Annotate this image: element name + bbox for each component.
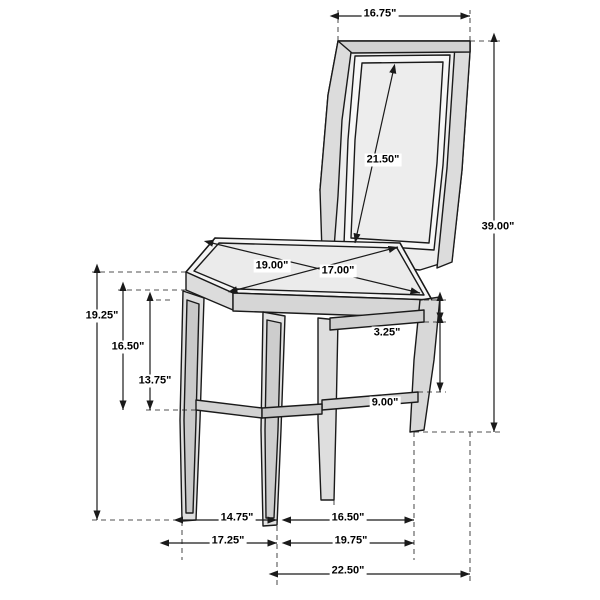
dimension-label-front-leg-span: 14.75" bbox=[220, 511, 254, 524]
dimension-label-mid-span: 17.25" bbox=[211, 534, 245, 547]
chair-stretcher-left bbox=[196, 400, 262, 418]
dimension-label-rail-height: 9.00" bbox=[371, 396, 399, 409]
dimension-label-overall-height: 39.00" bbox=[481, 220, 515, 233]
dimension-label-stretcher-height: 13.75" bbox=[138, 374, 172, 387]
dimension-label-seat-front-height: 16.50" bbox=[111, 340, 145, 353]
dimension-label-seat-width: 19.00" bbox=[255, 259, 289, 272]
dimension-label-overall-depth: 22.50" bbox=[331, 564, 365, 577]
dimension-label-apron-depth: 3.25" bbox=[373, 326, 401, 339]
dimension-label-back-width: 16.75" bbox=[363, 7, 397, 20]
chair-illustration bbox=[180, 41, 470, 526]
chair-back-top-rail bbox=[338, 41, 470, 53]
dimension-label-rear-leg-span: 16.50" bbox=[331, 511, 365, 524]
dimension-label-rear-span: 19.75" bbox=[334, 534, 368, 547]
dimension-label-seat-depth: 17.00" bbox=[321, 264, 355, 277]
dimension-label-seat-height-left: 19.25" bbox=[85, 309, 119, 322]
dimension-label-back-diagonal: 21.50" bbox=[366, 153, 400, 166]
chair-back-cushion-inner bbox=[351, 62, 443, 243]
